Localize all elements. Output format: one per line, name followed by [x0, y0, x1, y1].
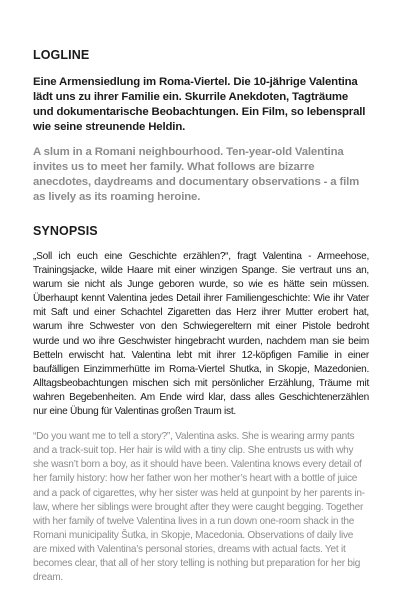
logline-heading: LOGLINE: [33, 48, 90, 62]
document-page: [33, 48, 369, 585]
synopsis-english: “Do you want me to tell a story?”, Valentina asks. She is wearing army pants and a track-suit top. Her hair is wild with a tiny clip. She entrusts us with why she wasn’t born a boy, as it should have been. Valentina knows every detail of her family history: how her father won her mother’s heart with a bottle of juice and a pack of cigarettes, why her sister was held at gunpoint by her parents in-law, where her siblings were brought after they were caught begging. Together with her family of twelve Valentina lives in a run down one-room shack in the Romani municipality Šutka, in Skopje, Macedonia. Observations of daily live are mixed with Valentina’s personal stories, dreams with actual facts. Yet it becomes clear, that all of her story telling is nothing but preparation for her big dream.: [33, 431, 365, 584]
synopsis-heading: SYNOPSIS: [33, 224, 98, 238]
logline-english: A slum in a Romani neighbourhood. Ten-year-old Valentina invites us to meet her family. What follows are bizarre anecdotes, daydreams and documentary observations - a film as lively as its roaming heroine.: [33, 146, 360, 203]
logline-german: Eine Armensiedlung im Roma-Viertel. Die 10-jährige Valentina lädt uns zu ihrer Familie ein. Skurrile Anekdoten, Tagträume und dokumentarische Beobachtungen. Ein Film, so lebensprall wie seine streunende Heldin.: [33, 76, 366, 133]
synopsis-german: „Soll ich euch eine Geschichte erzählen?“, fragt Valentina - Armeehose, Trainingsjacke, wilde Haare mit einer winzigen Spange. Sie vertraut uns an, warum sie nicht als Junge geboren wurde, so wie es hätte sein müssen. Überhaupt kennt Valentina jedes Detail ihrer Familiengeschichte: Wie ihr Vater mit Saft und einer Schachtel Zigaretten das Herz ihrer Mutter erobert hat, warum ihre Schwester von den Schwiegereltern mit einer Pistole bedroht wurde und wo ihre Geschwister hingebracht wurden, nachdem man sie beim Betteln erwischt hat. Valentina lebt mit ihrer 12-köpfigen Familie in einer baufälligen Einzimmerhütte im Roma-Viertel Shutka, in Skopje, Mazedonien. Alltagsbeobachtungen mischen sich mit persönlicher Erzählung, Träume mit wahren Begebenheiten. Am Ende wird klar, dass alles Geschichtenerzählen nur eine Übung für Valentinas großen Traum ist.: [33, 251, 369, 418]
